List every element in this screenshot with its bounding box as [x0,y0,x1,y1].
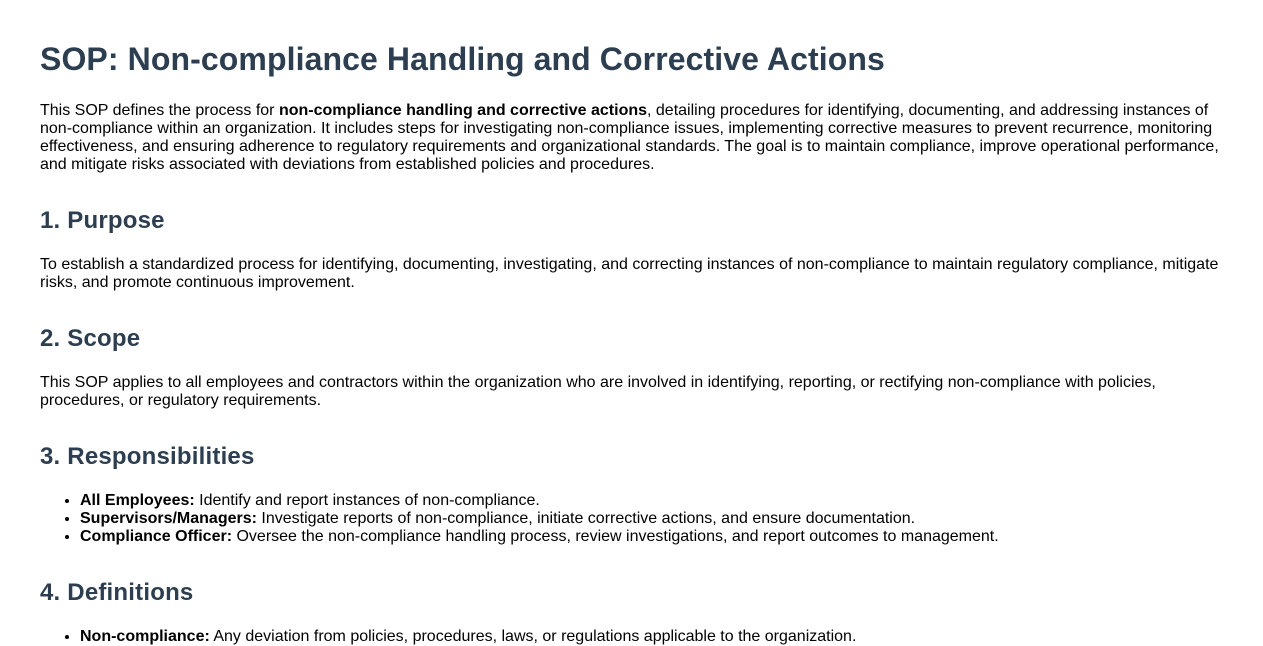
list-item [80,628,1223,646]
definitions-heading: 4. Definitions [40,579,194,606]
list-item-term: Non-compliance: [80,628,210,645]
scope-text: This SOP applies to all employees and contractors within the organization who are involved in identifying, reporting, or rectifying non-compliance with policies, procedures, or regulatory requirements. [40,374,1156,409]
list-item-term: Compliance Officer: [80,528,233,545]
page-title: SOP: Non-compliance Handling and Corrective Actions [40,41,885,77]
list-item-desc: Oversee the non-compliance handling process, review investigations, and report outcomes to management. [232,528,999,545]
list-item-desc: Identify and report instances of non-compliance. [194,492,540,509]
intro-paragraph [40,102,1223,174]
intro-bold-text: non-compliance handling and corrective actions [278,102,648,119]
purpose-heading: 1. Purpose [40,207,165,234]
intro-text-before: This SOP defines the process for [40,102,279,119]
responsibilities-list [40,492,1223,546]
list-item-desc: Investigate reports of non-compliance, initiate corrective actions, and ensure documentation. [256,510,916,527]
list-item [80,510,1223,528]
intro-text-after: , detailing procedures for identifying, documenting, and addressing instances of non-compliance within an organization. It includes steps for investigating non-compliance issues, implementing corrective measures to prevent recurrence, monitoring effectiveness, and ensuring adherence to regulatory requirements and organizational standards. The goal is to maintain compliance, improve operational performance, and mitigate risks associated with deviations from established policies and procedures. [40,102,1219,173]
definitions-list [40,628,1223,646]
responsibilities-heading: 3. Responsibilities [40,443,255,470]
list-item-desc: Any deviation from policies, procedures, laws, or regulations applicable to the organization. [209,628,857,645]
list-item-term: All Employees: [80,492,195,509]
scope-heading: 2. Scope [40,325,141,352]
list-item [80,528,1223,546]
list-item-term: Supervisors/Managers: [80,510,257,527]
purpose-text: To establish a standardized process for identifying, documenting, investigating, and correcting instances of non-compliance to maintain regulatory compliance, mitigate risks, and promote continuous improvement. [40,256,1219,291]
list-item [80,492,1223,510]
